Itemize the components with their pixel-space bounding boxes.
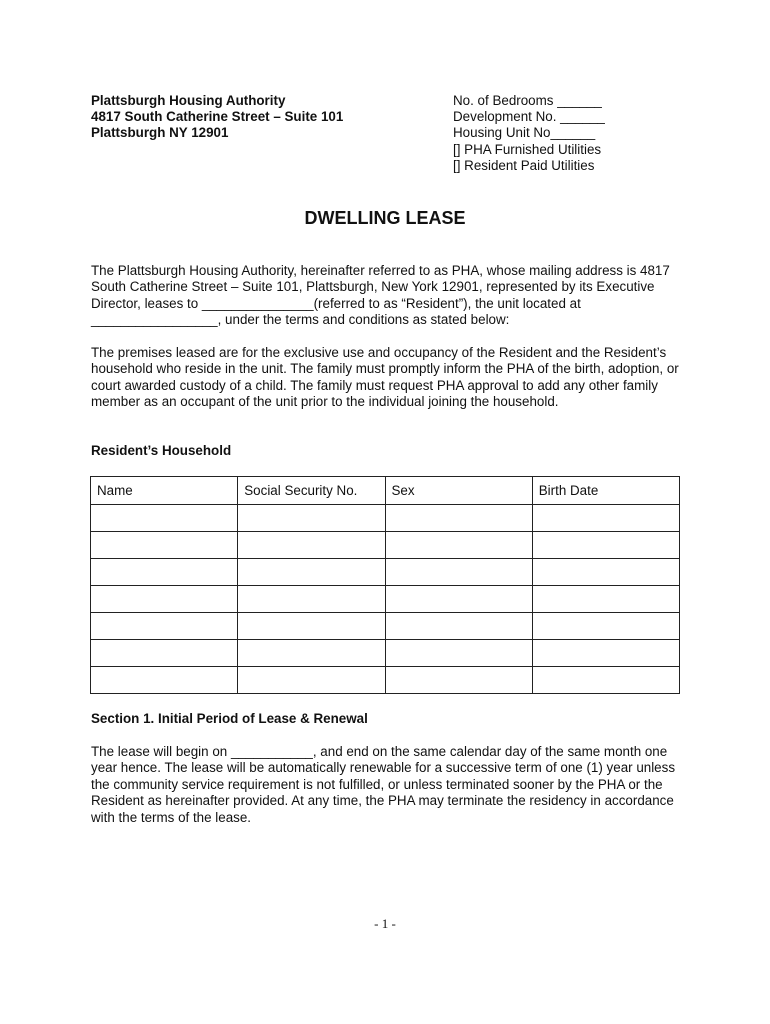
housing-unit-field: Housing Unit No______ bbox=[453, 125, 596, 141]
premises-text: The premises leased are for the exclusive use and occupancy of the Resident and the Resident’s household who reside in the unit. The family must promptly inform the PHA of the birth, adoption, or court awarded custody of a child. The family must request PHA approval to add any other family member as an occupant of the unit prior to the individual joining the household. bbox=[91, 345, 679, 410]
table-header-row bbox=[91, 477, 680, 505]
table-row bbox=[91, 586, 680, 613]
table-cell bbox=[532, 640, 679, 667]
table-cell bbox=[91, 505, 238, 532]
table-cell bbox=[385, 559, 532, 586]
intro-paragraph bbox=[91, 263, 691, 329]
table-cell bbox=[91, 613, 238, 640]
table-row bbox=[91, 667, 680, 694]
authority-address-block bbox=[91, 93, 343, 142]
table-cell bbox=[91, 667, 238, 694]
section1-text: The lease will begin on ___________, and end on the same calendar day of the same month one year hence. The lease will be automatically renewable for a successive term of one (1) year unless the community service requirement is not fulfilled, or unless terminated sooner by the PHA or the Resident as hereinafter provided. At any time, the PHA may terminate the residency in accordance with the terms of the lease. bbox=[91, 744, 676, 825]
page-number: - 1 - bbox=[374, 916, 396, 931]
table-cell bbox=[238, 613, 385, 640]
column-header-ssn: Social Security No. bbox=[238, 477, 385, 505]
development-field: Development No. ______ bbox=[453, 109, 605, 125]
column-header-sex: Sex bbox=[385, 477, 532, 505]
table-cell bbox=[91, 532, 238, 559]
table-cell bbox=[532, 667, 679, 694]
household-table bbox=[90, 476, 680, 694]
table-cell bbox=[91, 559, 238, 586]
table-cell bbox=[532, 613, 679, 640]
table-cell bbox=[238, 532, 385, 559]
authority-city: Plattsburgh NY 12901 bbox=[91, 125, 229, 141]
table-cell bbox=[532, 532, 679, 559]
table-cell bbox=[385, 532, 532, 559]
table-row bbox=[91, 613, 680, 640]
household-heading: Resident’s Household bbox=[91, 443, 232, 458]
table-cell bbox=[91, 586, 238, 613]
table-row bbox=[91, 532, 680, 559]
resident-paid-utilities-checkbox: [] Resident Paid Utilities bbox=[453, 157, 595, 173]
bedrooms-field: No. of Bedrooms ______ bbox=[453, 93, 602, 108]
table-cell bbox=[238, 505, 385, 532]
table-row bbox=[91, 559, 680, 586]
table-row bbox=[91, 640, 680, 667]
authority-name: Plattsburgh Housing Authority bbox=[91, 93, 286, 108]
intro-text: The Plattsburgh Housing Authority, hereinafter referred to as PHA, whose mailing address is 4817 South Catherine Street – Suite 101, Plattsburgh, New York 12901, represented by its Executive Director, leases to _______________(referred to as “Resident”), the unit located at _________________, under the terms and conditions as stated below: bbox=[91, 263, 670, 328]
section1-paragraph bbox=[91, 744, 691, 826]
premises-paragraph bbox=[91, 345, 691, 411]
table-cell bbox=[532, 559, 679, 586]
table-cell bbox=[238, 640, 385, 667]
table-cell bbox=[532, 505, 679, 532]
section1-heading: Section 1. Initial Period of Lease & Renewal bbox=[91, 711, 368, 726]
table-cell bbox=[238, 586, 385, 613]
table-cell bbox=[91, 640, 238, 667]
pha-furnished-utilities-checkbox: [] PHA Furnished Utilities bbox=[453, 141, 602, 157]
table-cell bbox=[532, 586, 679, 613]
unit-info-block bbox=[453, 93, 605, 174]
table-cell bbox=[238, 559, 385, 586]
table-cell bbox=[385, 586, 532, 613]
table-cell bbox=[385, 613, 532, 640]
authority-street: 4817 South Catherine Street – Suite 101 bbox=[91, 109, 344, 125]
table-cell bbox=[385, 640, 532, 667]
column-header-name: Name bbox=[91, 477, 238, 505]
table-cell bbox=[238, 667, 385, 694]
table-row bbox=[91, 505, 680, 532]
document-title: DWELLING LEASE bbox=[304, 208, 466, 228]
table-cell bbox=[385, 667, 532, 694]
column-header-birth-date: Birth Date bbox=[532, 477, 679, 505]
table-cell bbox=[385, 505, 532, 532]
